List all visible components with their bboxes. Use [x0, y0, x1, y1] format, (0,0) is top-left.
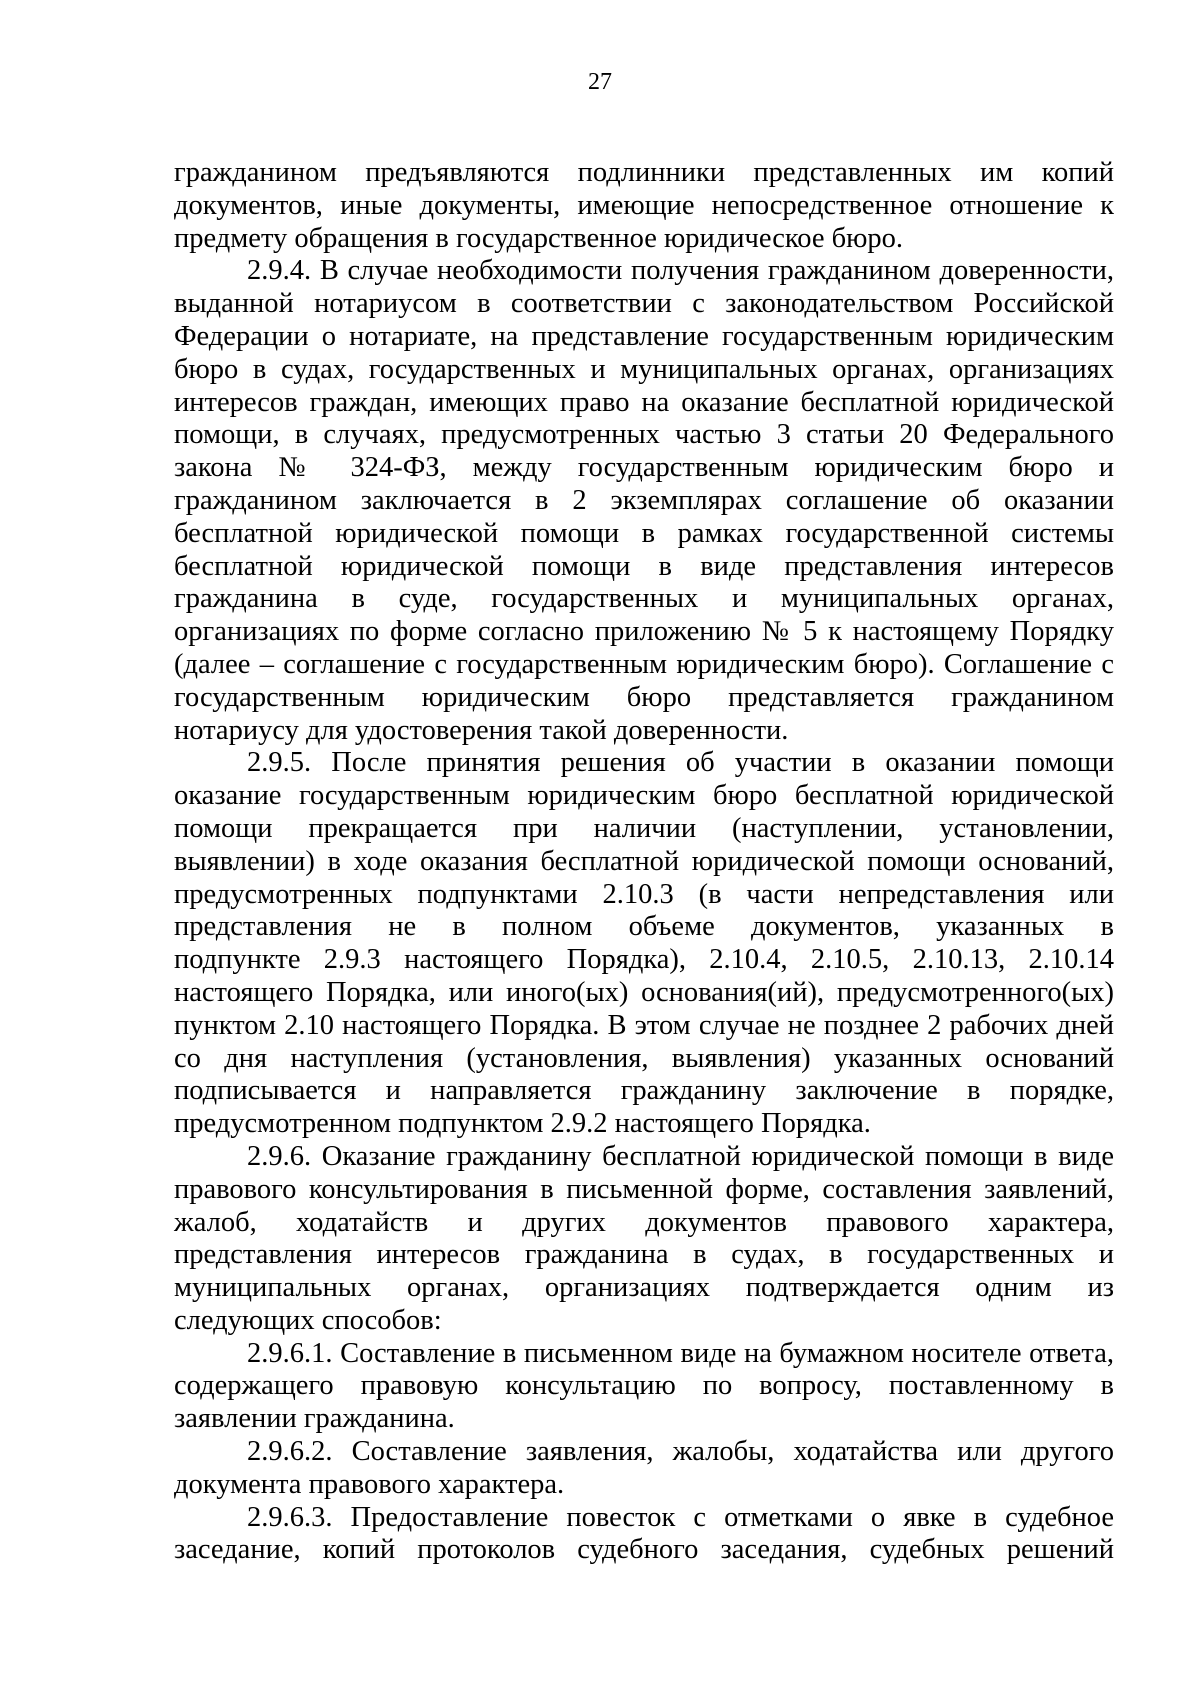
text-line: жалоб, ходатайств и других документов правового характера,: [174, 1206, 1114, 1238]
text-line: (далее – соглашение с государственным юридическим бюро). Соглашение с: [174, 648, 1114, 680]
text-line: выявлении) в ходе оказания бесплатной юридической помощи оснований,: [174, 845, 1114, 877]
text-line: предмету обращения в государственное юридическое бюро.: [174, 222, 904, 254]
text-line: 2.9.6.2. Составление заявления, жалобы, ходатайства или другого: [247, 1436, 1114, 1468]
text-line: организациях по форме согласно приложению № 5 к настоящему Порядку: [174, 616, 1114, 648]
text-line: предусмотренных подпунктами 2.10.3 (в части непредставления или: [174, 878, 1114, 910]
text-line: документов, иные документы, имеющие непосредственное отношение к: [174, 189, 1114, 221]
text-line: помощи, в случаях, предусмотренных частью 3 статьи 20 Федерального: [174, 419, 1114, 451]
text-line: заявлении гражданина.: [174, 1403, 455, 1435]
text-line: следующих способов:: [174, 1304, 442, 1336]
text-line: интересов граждан, имеющих право на оказание бесплатной юридической: [174, 386, 1114, 418]
text-line: 2.9.6.1. Составление в письменном виде на бумажном носителе ответа,: [247, 1337, 1114, 1369]
text-line: муниципальных органах, организациях подтверждается одним из: [174, 1272, 1114, 1304]
text-line: заседание, копий протоколов судебного заседания, судебных решений: [174, 1534, 1114, 1566]
page-number: 27: [588, 69, 612, 95]
text-line: закона № 324-ФЗ, между государственным юридическим бюро и: [174, 452, 1114, 484]
text-line: гражданином заключается в 2 экземплярах соглашение об оказании: [174, 484, 1114, 516]
text-line: содержащего правовую консультацию по вопросу, поставленному в: [174, 1370, 1114, 1402]
text-line: 2.9.6. Оказание гражданину бесплатной юридической помощи в виде: [247, 1140, 1114, 1172]
text-line: бюро в судах, государственных и муниципальных органах, организациях: [174, 353, 1114, 385]
text-line: оказание государственным юридическим бюро бесплатной юридической: [174, 780, 1114, 812]
text-line: представления интересов гражданина в судах, в государственных и: [174, 1239, 1114, 1271]
text-line: со дня наступления (установления, выявления) указанных оснований: [174, 1042, 1114, 1074]
text-line: предусмотренном подпунктом 2.9.2 настоящего Порядка.: [174, 1108, 871, 1140]
text-line: бесплатной юридической помощи в рамках государственной системы: [174, 517, 1114, 549]
text-line: правового консультирования в письменной форме, составления заявлений,: [174, 1173, 1114, 1205]
text-line: гражданином предъявляются подлинники представленных им копий: [174, 157, 1114, 188]
text-line: бесплатной юридической помощи в виде представления интересов: [174, 550, 1114, 582]
text-line: государственным юридическим бюро представляется гражданином: [174, 681, 1114, 713]
text-line: представления не в полном объеме документов, указанных в: [174, 911, 1114, 943]
text-line: выданной нотариусом в соответствии с законодательством Российской: [174, 288, 1114, 320]
text-line: гражданина в суде, государственных и муниципальных органах,: [174, 583, 1114, 615]
text-line: помощи прекращается при наличии (наступлении, установлении,: [174, 812, 1114, 844]
text-line: подписывается и направляется гражданину заключение в порядке,: [174, 1075, 1114, 1107]
text-line: настоящего Порядка, или иного(ых) основания(ий), предусмотренного(ых): [174, 976, 1114, 1008]
text-line: 2.9.6.3. Предоставление повесток с отметками о явке в судебное: [247, 1501, 1114, 1533]
text-line: 2.9.5. После принятия решения об участии в оказании помощи: [247, 747, 1114, 779]
text-line: Федерации о нотариате, на представление государственным юридическим: [174, 320, 1114, 352]
text-line: документа правового характера.: [174, 1468, 565, 1500]
text-line: подпункте 2.9.3 настоящего Порядка), 2.10.4, 2.10.5, 2.10.13, 2.10.14: [174, 944, 1114, 976]
text-line: пунктом 2.10 настоящего Порядка. В этом случае не позднее 2 рабочих дней: [174, 1009, 1114, 1041]
text-line: 2.9.4. В случае необходимости получения гражданином доверенности,: [247, 255, 1114, 287]
document-body: [174, 157, 1114, 1567]
text-line: нотариусу для удостоверения такой доверенности.: [174, 714, 789, 746]
